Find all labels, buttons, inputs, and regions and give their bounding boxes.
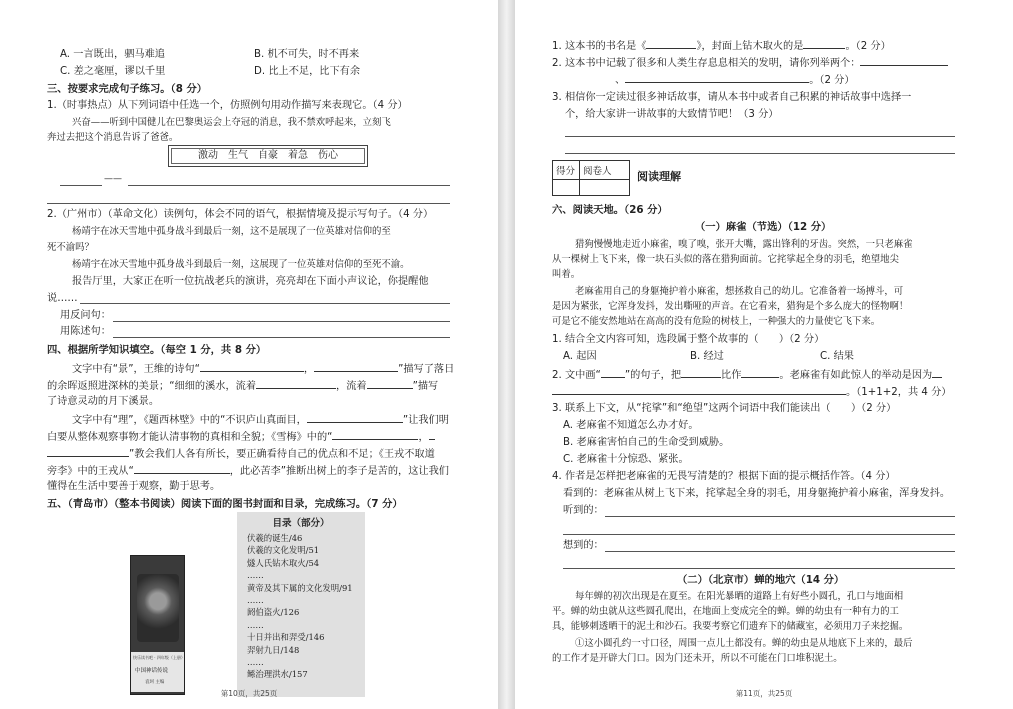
score-box — [552, 160, 630, 196]
answer-line[interactable] — [47, 203, 450, 204]
fill-blank[interactable] — [860, 55, 948, 66]
p11-q2: 2. 这本书中记载了很多和人类生存息息相关的发明，请你列举两个： — [552, 55, 948, 71]
p11-q2-cont: 、 。（2 分） — [615, 72, 855, 88]
book-series: 快乐读书吧 · 四年级（上册） — [133, 655, 185, 660]
passage2-line: 的工作才是开辟大门口。因为门还未开，所以不可能在门口堆积泥土。 — [552, 653, 843, 664]
q2-context-line1: 报告厅里，大家正在听一位抗战老兵的演讲，亮亮却在下面小声议论，你提醒他 — [72, 276, 429, 287]
p11-q3-line2: 个，给大家讲一讲故事的大致情节吧！（3 分） — [565, 109, 779, 120]
toc-item: 十日并出和羿受/146 — [247, 632, 325, 643]
option-b: B. 机不可失，时不再来 — [254, 49, 360, 60]
answer-blank[interactable] — [60, 185, 102, 186]
s4-line6: ”教会我们人各有所长，要正确看待自己的优点和不足；《王戎不取道 — [47, 446, 435, 462]
option-d: D. 比上不足，比下有余 — [254, 66, 361, 77]
passage2-line: 平。蝉的幼虫就从这些圆孔爬出，在地面上变成完全的蝉。蝉的幼虫有一种有力的工 — [552, 606, 899, 617]
toc-item: …… — [247, 570, 264, 581]
fill-blank[interactable] — [552, 384, 846, 395]
p1-q1-option-b[interactable]: B. 经过 — [690, 351, 724, 362]
q1-example-line2: 奔过去把这个消息告诉了爸爸。 — [47, 132, 179, 143]
p1-q3-option-c[interactable]: C. 老麻雀十分惊恐、紧张。 — [563, 454, 689, 465]
page-number: 第11页，共25页 — [735, 689, 793, 698]
passage2-line: 每年蝉的初次出现是在夏至。在阳光暴晒的道路上有好些小圆孔，孔口与地面相 — [575, 591, 904, 602]
s4-line7: 旁李》中的王戎从“ ，此必苦李”推断出树上的李子是苦的，这让我们 — [47, 463, 449, 479]
p1-q1-option-a[interactable]: A. 起因 — [563, 351, 597, 362]
declarative-answer-line[interactable] — [113, 337, 450, 338]
exam-page-10 — [0, 0, 498, 709]
fill-blank[interactable] — [601, 367, 625, 378]
section-4-title: 四、根据所学知识填空。（每空 1 分，共 8 分） — [47, 344, 267, 356]
fill-blank[interactable] — [681, 367, 721, 378]
fill-blank[interactable] — [741, 367, 779, 378]
passage1-title: （一）麻雀（节选）（12 分） — [695, 221, 832, 233]
fill-blank[interactable] — [314, 361, 398, 372]
fill-blank[interactable] — [646, 38, 696, 49]
toc-item: …… — [247, 657, 264, 668]
part-title: 阅读理解 — [637, 170, 681, 183]
word-choice-box: 激动 生气 自豪 着急 伤心 — [168, 145, 368, 167]
answer-line[interactable] — [80, 303, 450, 304]
passage1-line: 猎狗慢慢地走近小麻雀，嗅了嗅，张开大嘴，露出锋利的牙齿。突然，一只老麻雀 — [575, 239, 913, 250]
book-author: 袁珂 主编 — [145, 680, 165, 685]
toc-item: 阏伯盗火/126 — [247, 607, 300, 618]
fill-blank[interactable] — [367, 378, 413, 389]
fill-blank[interactable] — [429, 429, 435, 440]
q2-example1-line2: 死不渝吗？ — [47, 242, 94, 253]
passage2-line: 具，能够刺透晒干的泥土和沙石。我要考察它们遗弃下的储藏室，必须用刀子来挖掘。 — [552, 621, 909, 632]
fill-blank[interactable] — [332, 429, 418, 440]
s4-line1: 文字中有“景”，王维的诗句“ ， ”描写了落日 — [72, 361, 454, 377]
passage1-line: 从一棵树上飞下来，像一块石头似的落在猎狗面前。它挓挲起全身的羽毛，绝望地尖 — [552, 254, 899, 265]
fill-blank[interactable] — [256, 378, 336, 389]
passage1-line: 老麻雀用自己的身躯掩护着小麻雀，想拯救自己的幼儿。它准备着一场搏斗，可 — [575, 286, 904, 297]
book-title: 中国神话传说 — [135, 668, 169, 674]
toc-item: 黄帝及其下属的文化发明/91 — [247, 582, 353, 593]
heard-answer-line[interactable] — [605, 516, 955, 517]
toc-item: 伏羲的诞生/46 — [247, 533, 303, 543]
rhetorical-label: 用反问句： — [60, 310, 111, 321]
passage1-line: 可是它不能安然地站在高高的没有危险的树枝上，一种强大的力量使它飞下来。 — [552, 316, 881, 327]
grader-label: 阅卷人 — [583, 166, 612, 177]
p1-q2-cont: 。（1+1+2，共 4 分） — [552, 384, 952, 400]
s4-line5: 白要从整体观察事物才能认清事物的真相和全貌；《雪梅》中的“ ， — [47, 429, 435, 445]
score-label: 得分 — [556, 166, 576, 177]
fill-blank[interactable] — [625, 72, 809, 83]
toc-title: 目录（部分） — [272, 518, 330, 529]
toc-item: …… — [247, 619, 264, 630]
s4-line3: 了诗意灵动的月下溪景。 — [47, 396, 160, 407]
fill-blank[interactable] — [932, 367, 942, 378]
passage2-title: （二）（北京市）蝉的地穴（14 分） — [677, 574, 845, 586]
q2-prompt: 2.（广州市）（革命文化）读例句，体会不同的语气，根据情境及提示写句子。（4 分） — [47, 209, 434, 220]
toc-item: 燧人氏钻木取火/54 — [247, 557, 320, 568]
p1-q4-heard-label: 听到的： — [563, 505, 604, 516]
declarative-label: 用陈述句： — [60, 326, 111, 337]
section-5-title: 五、（青岛市）（整本书阅读）阅读下面的图书封面和目录，完成练习。（7 分） — [47, 498, 403, 510]
section-6-title: 六、阅读天地。（26 分） — [552, 204, 668, 216]
dash-mark: —— — [104, 174, 122, 184]
s4-line8: 懂得在生活中要善于观察，勤于思考。 — [47, 481, 221, 492]
q2-example2: 杨靖宇在冰天雪地中孤身战斗到最后一刻，这展现了一位英雄对信仰的至死不渝。 — [72, 259, 410, 270]
q2-example1-line1: 杨靖宇在冰天雪地中孤身战斗到最后一刻，这不是展现了一位英雄对信仰的至 — [72, 226, 391, 237]
toc-item: 羿射九日/148 — [247, 644, 300, 655]
answer-line[interactable] — [565, 136, 955, 137]
rhetorical-answer-line[interactable] — [113, 321, 450, 322]
section-3-title: 三、按要求完成句子练习。（8 分） — [47, 83, 208, 95]
toc-item: 伏羲的文化发明/51 — [247, 545, 320, 556]
q2-context-line2: 说…… — [47, 293, 78, 304]
fill-blank[interactable] — [307, 412, 403, 423]
answer-line[interactable] — [563, 534, 955, 535]
page-gutter — [498, 0, 515, 709]
p1-q4-prompt: 4. 作者是怎样把老麻雀的无畏写清楚的？根据下面的提示概括作答。（4 分） — [552, 471, 896, 482]
s4-line4: 文字中有“理”，《题西林壁》中的“不识庐山真面目， ”让我们明 — [72, 412, 449, 428]
toc-item: 鲧治理洪水/157 — [247, 669, 308, 680]
p1-q3-option-b[interactable]: B. 老麻雀害怕自己的生命受到威胁。 — [563, 437, 730, 448]
passage1-line: 是因为紧张，它浑身发抖，发出嘶哑的声音。在它看来，猎狗是个多么庞大的怪物啊！ — [552, 301, 909, 312]
toc-item: …… — [247, 595, 264, 606]
p11-q1: 1. 这本书的书名是《 》，封面上钻木取火的是 。（2 分） — [552, 38, 891, 54]
p1-q1-option-c[interactable]: C. 结果 — [820, 351, 854, 362]
table-of-contents — [237, 512, 365, 697]
p1-q4-thought-label: 想到的： — [563, 540, 604, 551]
fill-blank[interactable] — [134, 463, 230, 474]
cover-illustration — [137, 574, 179, 642]
answer-line[interactable] — [565, 153, 955, 154]
fill-blank[interactable] — [803, 38, 845, 49]
thought-answer-line[interactable] — [605, 551, 955, 552]
fill-blank[interactable] — [47, 446, 129, 457]
p1-q2-prompt: 2. 文中画“ ”的句子，把 比作 。老麻雀有如此惊人的举动是因为 — [552, 367, 942, 383]
passage1-line: 叫着。 — [552, 269, 581, 280]
answer-line[interactable] — [128, 185, 450, 186]
passage2-line: ①这小圆孔约一寸口径，周围一点儿土都没有。蝉的幼虫是从地底下上来的，最后 — [575, 638, 913, 649]
q1-prompt: 1.（时事热点）从下列词语中任选一个，仿照例句用动作描写来表现它。（4 分） — [47, 100, 408, 111]
option-a: A. 一言既出，驷马难追 — [60, 49, 165, 60]
page-number: 第10页，共25页 — [220, 689, 278, 698]
p1-q3-option-a[interactable]: A. 老麻雀不知道怎么办才好。 — [563, 420, 699, 431]
p1-q3-prompt: 3. 联系上下文，从“挓挲”和“绝望”这两个词语中我们能读出（ ）（2 分） — [552, 403, 897, 414]
exam-page-11 — [515, 0, 1013, 709]
p1-q1-prompt: 1. 结合全文内容可知，选段属于整个故事的（ ）（2 分） — [552, 334, 825, 345]
option-c: C. 差之毫厘，谬以千里 — [60, 66, 166, 77]
q1-example-line1: 兴奋——听到中国健儿在巴黎奥运会上夺冠的消息，我不禁欢呼起来，立刻飞 — [72, 117, 391, 128]
s4-line2: 的余晖返照进深林的美景；“细细的溪水，流着 ，流着 ”描写 — [47, 378, 438, 394]
answer-line[interactable] — [563, 568, 955, 569]
p1-q4-seen: 看到的：老麻雀从树上飞下来，挓挲起全身的羽毛，用身躯掩护着小麻雀，浑身发抖。 — [563, 488, 951, 499]
fill-blank[interactable] — [200, 361, 304, 372]
p11-q3-line1: 3. 相信你一定读过很多神话故事，请从本书中或者自己积累的神话故事中选择一 — [552, 92, 912, 103]
book-cover-image — [130, 555, 185, 695]
